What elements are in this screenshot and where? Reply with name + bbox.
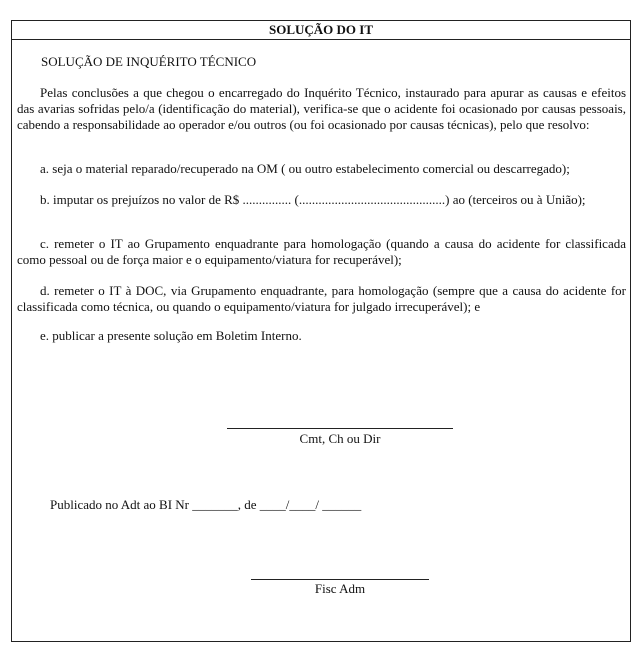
commander-signature-label: Cmt, Ch ou Dir	[299, 431, 381, 446]
document-subtitle: SOLUÇÃO DE INQUÉRITO TÉCNICO	[41, 54, 257, 69]
item-a: a. seja o material reparado/recuperado na OM ( ou outro estabelecimento comercial ou descarregado);	[40, 161, 570, 176]
item-d: d. remeter o IT à DOC, via Grupamento enquadrante, para homologação (sempre que a causa do acidente for classificada como técnica, ou quando o equipamento/viatura for julgado irrecuperável); e	[17, 283, 626, 314]
publication-line: Publicado no Adt ao BI Nr _______, de ____/____/ ______	[50, 497, 362, 512]
intro-paragraph: Pelas conclusões a que chegou o encarregado do Inquérito Técnico, instaurado para apurar as causas e efeitos das avarias sofridas pelo/a (identificação do material), verifica-se que o acidente foi ocasionado por causas pessoais, cabendo a responsabilidade ao operador e/ou outros (ou foi ocasionado por causas técnicas), pelo que resolvo:	[17, 85, 626, 132]
item-c: c. remeter o IT ao Grupamento enquadrante para homologação (quando a causa do acidente for classificada como pessoal ou de força maior e o equipamento/viatura for recuperável);	[17, 236, 626, 267]
item-e: e. publicar a presente solução em Boletim Interno.	[40, 328, 302, 343]
fiscal-signature-line	[251, 579, 429, 580]
document-title: SOLUÇÃO DO IT	[12, 21, 630, 40]
item-b: b. imputar os prejuízos no valor de R$ ............... (.............................................) ao (terceiros ou à União);	[40, 192, 586, 207]
fiscal-signature-label: Fisc Adm	[314, 581, 366, 596]
commander-signature-line	[227, 428, 453, 429]
document-frame	[11, 20, 631, 642]
